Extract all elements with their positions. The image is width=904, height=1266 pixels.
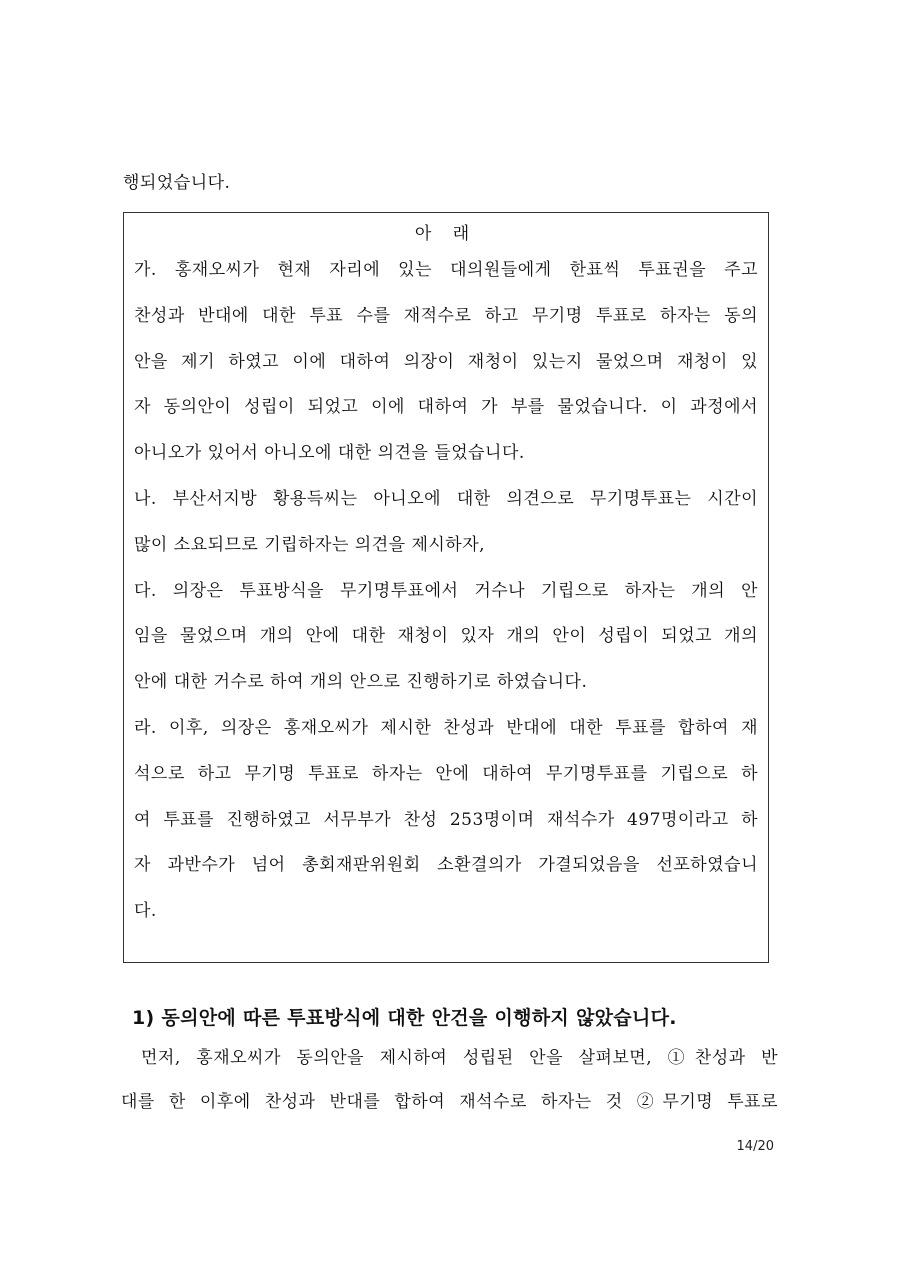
box-line: 라. 이후, 의장은 홍재오씨가 제시한 찬성과 반대에 대한 투표를 합하여 재 xyxy=(134,717,758,738)
box-line: 다. xyxy=(134,901,157,922)
box-line: 자 동의안이 성립이 되었고 이에 대하여 가 부를 물었습니다. 이 과정에서 xyxy=(134,397,758,418)
box-line: 여 투표를 진행하였고 서무부가 찬성 253명이며 재석수가 497명이라고 하 xyxy=(134,809,758,830)
box-line: 다. 의장은 투표방식을 무기명투표에서 거수나 기립으로 하자는 개의 안 xyxy=(134,580,758,601)
box-line: 나. 부산서지방 황용득씨는 아니오에 대한 의견으로 무기명투표는 시간이 xyxy=(134,488,758,509)
box-line: 많이 소요되므로 기립하자는 의견을 제시하자, xyxy=(134,534,486,555)
continuation-text: 행되었습니다. xyxy=(123,173,231,193)
notice-box xyxy=(123,212,769,963)
box-line: 찬성과 반대에 대한 투표 수를 재적수로 하고 무기명 투표로 하자는 동의 xyxy=(134,305,758,326)
box-title: 아 래 xyxy=(414,224,478,244)
body-line: 먼저, 홍재오씨가 동의안을 제시하여 성립된 안을 살펴보면, ①찬성과 반 xyxy=(141,1048,778,1068)
box-content xyxy=(134,255,758,942)
box-line: 안에 대한 거수로 하여 개의 안으로 진행하기로 하였습니다. xyxy=(134,672,588,693)
box-line: 가. 홍재오씨가 현재 자리에 있는 대의원들에게 한표씩 투표권을 주고 xyxy=(134,260,758,280)
box-line: 석으로 하고 무기명 투표로 하자는 안에 대하여 무기명투표를 기립으로 하 xyxy=(134,763,758,784)
box-line: 안을 제기 하였고 이에 대하여 의장이 재청이 있는지 물었으며 재청이 있 xyxy=(134,351,758,372)
body-text xyxy=(121,1043,778,1131)
section-heading: 1) 동의안에 따른 투표방식에 대한 안건을 이행하지 않았습니다. xyxy=(132,1007,677,1029)
page-number: 14/20 xyxy=(736,1139,774,1154)
box-line: 자 과반수가 넘어 총회재판위원회 소환결의가 가결되었음을 선포하였습니 xyxy=(134,855,758,876)
body-line: 대를 한 이후에 찬성과 반대를 합하여 재석수로 하자는 것 ②무기명 투표로 xyxy=(121,1092,778,1112)
box-line: 임을 물었으며 개의 안에 대한 재청이 있자 개의 안이 성립이 되었고 개의 xyxy=(134,626,758,647)
box-line: 아니오가 있어서 아니오에 대한 의견을 들었습니다. xyxy=(134,443,525,464)
